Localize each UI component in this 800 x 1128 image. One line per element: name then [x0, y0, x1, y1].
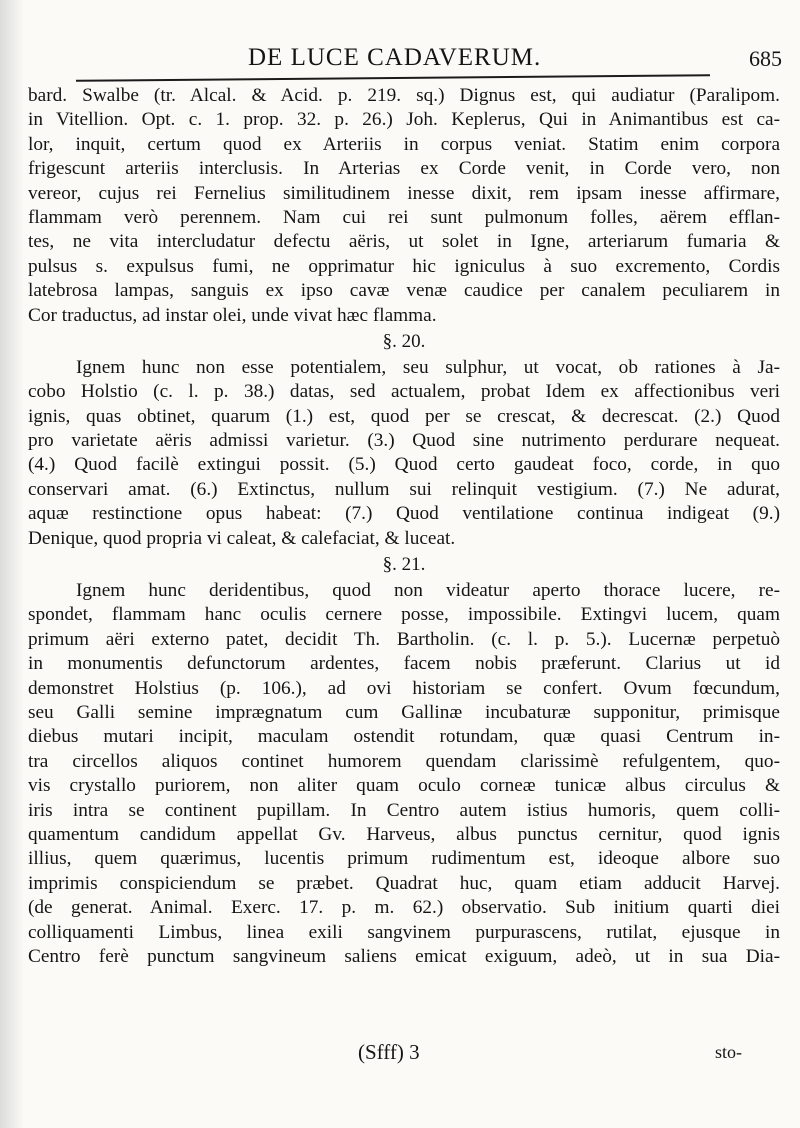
- text-line: vereor, cujus rei Fernelius similitudinem inesse dixit, rem ipsam inesse affirmare,: [28, 182, 780, 204]
- catchword: sto-: [715, 1042, 742, 1062]
- text-line: (de generat. Animal. Exerc. 17. p. m. 62.) observatio. Sub initium quarti diei: [28, 897, 780, 919]
- text-line: in monumentis defunctorum ardentes, facem nobis præferunt. Clarius ut id: [28, 653, 780, 675]
- text-line: iris intra se continent pupillam. In Centro autem istius humoris, quem colli-: [28, 799, 780, 821]
- text-line: vis crystallo puriorem, non aliter quam oculo corneæ tunicæ albus circulus &: [28, 775, 780, 797]
- text-line: aquæ restinctione opus habeat: (7.) Quod ventilatione continua indigeat (9.): [28, 503, 780, 525]
- text-line: quamentum candidum appellat Gv. Harveus, albus punctus cernitur, quod ignis: [28, 823, 780, 845]
- text-line: diebus mutari incipit, maculam ostendit rotundam, quæ quasi Centrum in-: [28, 726, 780, 748]
- text-line: in Vitellion. Opt. c. 1. prop. 32. p. 26.) Joh. Keplerus, Qui in Animantibus est ca-: [28, 109, 780, 131]
- text-line: lor, inquit, certum quod ex Arteriis in corpus veniat. Statim enim corpora: [28, 133, 780, 155]
- text-line: pulsus s. expulsus fumi, ne opprimatur hic igniculus à suo excremento, Cordis: [28, 255, 780, 277]
- text-line: bard. Swalbe (tr. Alcal. & Acid. p. 219. sq.) Dignus est, qui audiatur (Paralipom.: [28, 85, 780, 106]
- text-line: tra circellos aliquos continet humorem quendam clarissimè refulgentem, quo-: [28, 750, 780, 772]
- text-line: conservari amat. (6.) Extinctus, nullum sui relinquit vestigium. (7.) Ne adurat,: [28, 478, 780, 500]
- text-line: Cor traductus, ad instar olei, unde vivat hæc flamma.: [28, 304, 437, 326]
- text-line: spondet, flammam hanc oculis cernere posse, impossibile. Extingvi lucem, quam: [28, 604, 780, 626]
- page-number: 685: [749, 46, 782, 71]
- running-title: DE LUCE CADAVERUM.: [248, 44, 542, 71]
- text-line: seu Galli semine imprægnatum cum Gallinæ incubaturæ supponitur, primisque: [28, 701, 780, 723]
- text-line: flammam verò perennem. Nam cui rei sunt pulmonum folles, aërem efflan-: [28, 206, 780, 228]
- text-line: illius, quem quærimus, lucentis primum rudimentum est, ideoque albore suo: [28, 848, 780, 870]
- text-line: Denique, quod propria vi caleat, & calefaciat, & luceat.: [28, 527, 456, 549]
- text-line: Ignem hunc non esse potentialem, seu sulphur, ut vocat, ob rationes à Ja-: [76, 356, 780, 378]
- text-line: Centro ferè punctum sangvineum saliens emicat exiguum, adeò, ut in sua Dia-: [28, 945, 780, 967]
- page-footer: [28, 1040, 780, 1070]
- section-heading-21: §. 21.: [382, 554, 426, 576]
- text-line: cobo Holstio (c. l. p. 38.) datas, sed actualem, probat Idem ex affectionibus veri: [28, 381, 780, 403]
- text-line: ignis, quas obtinet, quarum (1.) est, quod per se crescat, & decrescat. (2.) Quod: [28, 405, 780, 427]
- text-line: (4.) Quod facilè extingui possit. (5.) Quod certo gaudeat foco, corde, in quo: [28, 454, 780, 476]
- text-line: frigescunt arteriis interclusis. In Arterias ex Corde venit, in Corde vero, non: [28, 158, 780, 180]
- text-line: primum aëri externo patet, decidit Th. Bartholin. (c. l. p. 5.). Lucernæ perpetuò: [28, 628, 780, 650]
- text-line: colliquamenti Limbus, linea exili sangvinem purpurascens, rutilat, ejusque in: [28, 921, 780, 943]
- text-line: Ignem hunc deridentibus, quod non videatur aperto thorace lucere, re-: [76, 580, 780, 602]
- page-gutter-shadow: [0, 0, 24, 1128]
- text-line: latebrosa lampas, sanguis ex ipso cavæ venæ caudice per canalem peculiarem in: [28, 280, 780, 302]
- text-line: imprimis conspiciendum se præbet. Quadrat huc, quam etiam adducit Harvej.: [28, 872, 780, 894]
- text-line: demonstret Holstius (p. 106.), ad ovi historiam se confert. Ovum fœcundum,: [28, 677, 780, 699]
- section-heading-20: §. 20.: [382, 330, 426, 352]
- signature-mark: (Sfff) 3: [358, 1040, 420, 1064]
- text-block: [28, 84, 780, 969]
- text-line: pro varietate aëris admissi varietur. (3.) Quod sine nutrimento perdurare nequeat.: [28, 430, 780, 452]
- text-line: tes, ne vita intercludatur defectu aëris, ut solet in Igne, arteriarum fumaria &: [28, 231, 780, 253]
